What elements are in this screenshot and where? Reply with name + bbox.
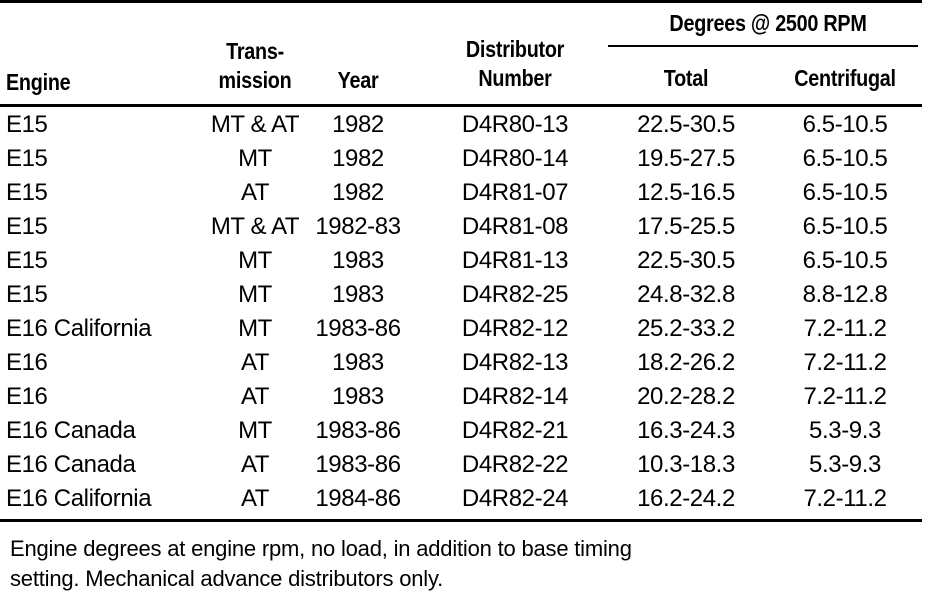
cell-transmission: MT	[238, 247, 272, 274]
header-transmission-line2: mission	[218, 67, 292, 93]
header-distributor-line1: Distributor	[465, 36, 565, 62]
header-total: Total	[663, 65, 709, 91]
cell-centrifugal: 6.5-10.5	[802, 145, 888, 172]
cell-transmission: MT & AT	[210, 213, 300, 240]
footnote-line1: Engine degrees at engine rpm, no load, in addition to base timing	[10, 536, 632, 561]
cell-total: 20.2-28.2	[637, 383, 735, 410]
table-row	[0, 176, 944, 210]
header-degrees-group: Degrees @ 2500 RPM	[669, 10, 867, 36]
cell-year: 1983	[332, 247, 384, 274]
cell-engine: E16 Canada	[6, 417, 136, 444]
cell-total: 25.2-33.2	[637, 315, 735, 342]
cell-distributor: D4R82-12	[461, 315, 569, 342]
cell-transmission: MT	[238, 315, 272, 342]
cell-total: 10.3-18.3	[637, 451, 735, 478]
cell-distributor: D4R80-14	[461, 145, 569, 172]
cell-year: 1983-86	[315, 315, 401, 342]
cell-centrifugal: 7.2-11.2	[803, 349, 887, 376]
cell-engine: E15	[6, 281, 48, 308]
cell-distributor: D4R82-14	[461, 383, 569, 410]
cell-transmission: AT	[240, 349, 270, 376]
cell-total: 16.2-24.2	[637, 485, 735, 512]
cell-distributor: D4R81-13	[461, 247, 569, 274]
cell-centrifugal: 6.5-10.5	[802, 247, 888, 274]
cell-total: 18.2-26.2	[637, 349, 735, 376]
cell-total: 12.5-16.5	[637, 179, 735, 206]
cell-centrifugal: 7.2-11.2	[803, 383, 887, 410]
cell-distributor: D4R82-24	[461, 485, 569, 512]
table-row	[0, 346, 944, 380]
cell-distributor: D4R82-25	[461, 281, 569, 308]
cell-transmission: MT & AT	[210, 111, 300, 138]
cell-engine: E16 California	[6, 485, 152, 512]
bottom-rule	[0, 519, 922, 522]
table-row	[0, 244, 944, 278]
table-row	[0, 210, 944, 244]
cell-year: 1982	[332, 179, 384, 206]
cell-transmission: MT	[238, 145, 272, 172]
cell-year: 1983	[332, 383, 384, 410]
cell-year: 1982-83	[315, 213, 401, 240]
cell-year: 1982	[332, 111, 384, 138]
cell-transmission: MT	[238, 417, 272, 444]
cell-transmission: AT	[240, 383, 270, 410]
table-row	[0, 448, 944, 482]
cell-engine: E15	[6, 213, 48, 240]
table-row	[0, 142, 944, 176]
cell-distributor: D4R81-07	[461, 179, 569, 206]
table-row	[0, 278, 944, 312]
cell-total: 22.5-30.5	[637, 111, 735, 138]
cell-engine: E16	[6, 349, 48, 376]
cell-transmission: AT	[240, 179, 270, 206]
table-row	[0, 414, 944, 448]
cell-engine: E15	[6, 179, 48, 206]
table-row	[0, 482, 944, 516]
cell-centrifugal: 7.2-11.2	[803, 485, 887, 512]
header-transmission-line1: Trans-	[226, 38, 284, 64]
cell-engine: E16 Canada	[6, 451, 136, 478]
cell-total: 22.5-30.5	[637, 247, 735, 274]
top-rule	[0, 0, 922, 3]
cell-transmission: AT	[240, 451, 270, 478]
cell-year: 1982	[332, 145, 384, 172]
cell-year: 1983-86	[315, 451, 401, 478]
cell-centrifugal: 6.5-10.5	[802, 213, 888, 240]
cell-engine: E15	[6, 111, 48, 138]
table-row	[0, 380, 944, 414]
cell-transmission: MT	[238, 281, 272, 308]
header-year: Year	[337, 67, 379, 93]
header-engine: Engine	[6, 69, 71, 95]
cell-transmission: AT	[240, 485, 270, 512]
cell-centrifugal: 6.5-10.5	[802, 179, 888, 206]
cell-distributor: D4R82-21	[461, 417, 569, 444]
cell-total: 16.3-24.3	[637, 417, 735, 444]
table-row	[0, 312, 944, 346]
cell-distributor: D4R82-22	[461, 451, 569, 478]
cell-centrifugal: 5.3-9.3	[809, 417, 881, 444]
cell-centrifugal: 5.3-9.3	[809, 451, 881, 478]
cell-engine: E16	[6, 383, 48, 410]
cell-distributor: D4R82-13	[461, 349, 569, 376]
cell-centrifugal: 6.5-10.5	[802, 111, 888, 138]
cell-centrifugal: 7.2-11.2	[803, 315, 887, 342]
group-header-rule	[608, 45, 918, 47]
cell-total: 24.8-32.8	[637, 281, 735, 308]
table-row	[0, 108, 944, 142]
cell-total: 17.5-25.5	[637, 213, 735, 240]
footnote	[10, 534, 930, 594]
cell-year: 1984-86	[315, 485, 401, 512]
header-centrifugal: Centrifugal	[794, 65, 896, 91]
cell-year: 1983	[332, 349, 384, 376]
cell-distributor: D4R81-08	[461, 213, 569, 240]
cell-engine: E15	[6, 247, 48, 274]
cell-year: 1983-86	[315, 417, 401, 444]
cell-year: 1983	[332, 281, 384, 308]
cell-engine: E16 California	[6, 315, 152, 342]
header-rule	[0, 104, 922, 107]
cell-total: 19.5-27.5	[637, 145, 735, 172]
cell-distributor: D4R80-13	[461, 111, 569, 138]
cell-engine: E15	[6, 145, 48, 172]
footnote-line2: setting. Mechanical advance distributors only.	[10, 566, 444, 591]
cell-centrifugal: 8.8-12.8	[802, 281, 888, 308]
header-distributor-line2: Number	[478, 65, 552, 91]
